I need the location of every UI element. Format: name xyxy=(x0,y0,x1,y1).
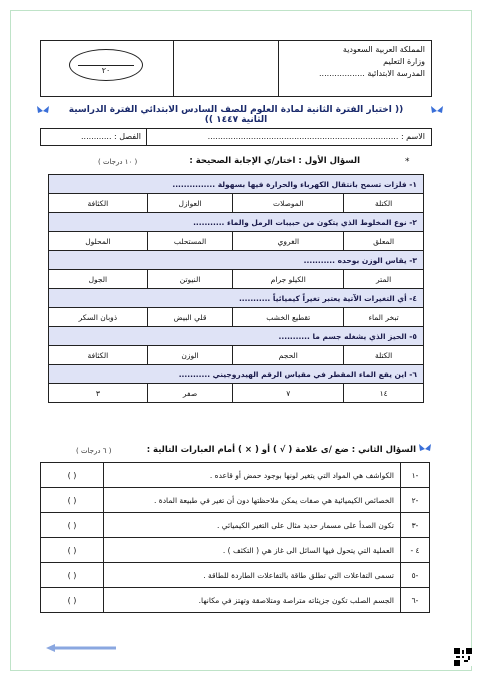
q1-option[interactable]: صفر xyxy=(147,384,233,403)
q2-answer-box[interactable]: ( ) xyxy=(41,513,104,538)
q2-statement: الخصائص الكيميائية هي صفات يمكن ملاحظتها دون أن تغير في طبيعة المادة . xyxy=(104,488,401,513)
q1-options-row xyxy=(49,232,424,251)
q2-answer-box[interactable]: ( ) xyxy=(41,563,104,588)
q1-question-row xyxy=(49,327,424,346)
q1-options-row xyxy=(49,346,424,365)
q1-heading: السؤال الأول : اختار/ي الإجابة الصحيحة : xyxy=(189,156,360,166)
q2-answer-box[interactable]: ( ) xyxy=(41,538,104,563)
kingdom-label: المملكة العربية السعودية xyxy=(342,45,425,54)
class-field[interactable]: الفصل : ............ xyxy=(81,132,141,141)
q1-option[interactable]: الكثافة xyxy=(49,346,148,365)
header-divider xyxy=(278,41,279,96)
q1-marks: ( ١٠ درجات ) xyxy=(98,158,138,166)
butterfly-icon xyxy=(430,104,444,118)
student-name-field[interactable]: الاسم : ........................................................................... xyxy=(207,132,425,141)
q1-question-row xyxy=(49,365,424,384)
q1-option[interactable]: ٣ xyxy=(49,384,148,403)
score-value: ٢٠ xyxy=(101,66,111,75)
back-arrow-icon[interactable] xyxy=(46,644,116,652)
q2-number: -٥ xyxy=(401,563,430,588)
q2-statement: الجسم الصلب تكون جزيئاته متراصة ومتلاصقة وتهتز في مكانها. xyxy=(104,588,401,613)
q1-options-row xyxy=(49,308,424,327)
q2-number: ٤ - xyxy=(401,538,430,563)
q2-answer-box[interactable]: ( ) xyxy=(41,463,104,488)
q2-number: -٦ xyxy=(401,588,430,613)
q2-statement: الكواشف هي المواد التي يتغير لونها بوجود حمض أو قاعده . xyxy=(104,463,401,488)
q1-question-row xyxy=(49,175,424,194)
q1-question-text: ٥- الحيز الذي يشغله جسم ما ........... xyxy=(49,327,424,346)
q2-statement-row xyxy=(41,488,430,513)
q1-option[interactable]: ٧ xyxy=(233,384,344,403)
butterfly-icon xyxy=(418,442,432,456)
q1-option[interactable]: الحجم xyxy=(233,346,344,365)
q1-option[interactable]: الجول xyxy=(49,270,148,289)
school-label: المدرسة الابتدائية .................. xyxy=(319,69,425,78)
q1-option[interactable]: العوازل xyxy=(147,194,233,213)
q1-option[interactable]: ذوبان السكر xyxy=(49,308,148,327)
q2-statement-row xyxy=(41,588,430,613)
q2-number: -٣ xyxy=(401,513,430,538)
qr-code-icon xyxy=(454,648,472,666)
q2-heading: السؤال الثاني : ضع /ى علامة ( √ ) أو ( × ) أمام العبارات التالية : xyxy=(146,445,416,455)
q1-question-text: ٢- نوع المخلوط الذي يتكون من حبيبات الرمل والماء ........... xyxy=(49,213,424,232)
score-oval xyxy=(69,49,143,81)
q2-statement-row xyxy=(41,463,430,488)
q1-question-text: ١- فلزات تسمح بانتقال الكهرباء والحرارة فيها بسهولة ............... xyxy=(49,175,424,194)
q2-statement-row xyxy=(41,538,430,563)
q2-marks: ( ٦ درجات ) xyxy=(76,447,112,455)
header-box xyxy=(40,40,432,97)
q1-options-row xyxy=(49,384,424,403)
q1-option[interactable]: النيوتن xyxy=(147,270,233,289)
q1-option[interactable]: المستحلب xyxy=(147,232,233,251)
q2-answer-box[interactable]: ( ) xyxy=(41,488,104,513)
name-bar xyxy=(40,128,432,146)
q1-option[interactable]: الوزن xyxy=(147,346,233,365)
q2-statement: تسمى التفاعلات التي تطلق طاقة بالتفاعلات الطاردة للطاقة . xyxy=(104,563,401,588)
q2-answer-box[interactable]: ( ) xyxy=(41,588,104,613)
q2-number: -١ xyxy=(401,463,430,488)
svg-text:*: * xyxy=(405,157,410,164)
ministry-label: وزارة التعليم xyxy=(383,57,425,66)
header-divider xyxy=(173,41,174,96)
q2-statement: العملية التي يتحول فيها السائل الى غاز هي ( التكثف ) . xyxy=(104,538,401,563)
q1-table xyxy=(48,174,424,403)
q1-question-row xyxy=(49,213,424,232)
q1-option[interactable]: الكيلو جرام xyxy=(233,270,344,289)
q1-option[interactable]: تقطيع الخشب xyxy=(233,308,344,327)
q1-question-text: ٣- يقاس الوزن بوحده ........... xyxy=(49,251,424,270)
q1-options-row xyxy=(49,270,424,289)
star-icon xyxy=(405,156,413,164)
q2-statement-row xyxy=(41,513,430,538)
q1-question-row xyxy=(49,251,424,270)
q1-question-row xyxy=(49,289,424,308)
q1-question-text: ٤- أي التغيرات الآتية يعتبر تغيراً كيميائياً ........... xyxy=(49,289,424,308)
q1-option[interactable]: المتر xyxy=(344,270,424,289)
q1-option[interactable]: ١٤ xyxy=(344,384,424,403)
exam-title: (( اختبار الفترة الثانية لمادة العلوم للصف السادس الابتدائي الفترة الدراسية الثانية ١٤٤٧ )) xyxy=(68,105,404,125)
q1-option[interactable]: الكثافة xyxy=(49,194,148,213)
q1-question-text: ٦- اين يقع الماء المقطر في مقياس الرقم الهيدروجيني ........... xyxy=(49,365,424,384)
q1-option[interactable]: المحلول xyxy=(49,232,148,251)
q2-statement: تكون الصدأ على مسمار حديد مثال على التغير الكيميائي . xyxy=(104,513,401,538)
q1-option[interactable]: الكتلة xyxy=(344,194,424,213)
q1-option[interactable]: تبخر الماء xyxy=(344,308,424,327)
q2-table xyxy=(40,462,430,613)
q1-option[interactable]: الغروي xyxy=(233,232,344,251)
q2-statement-row xyxy=(41,563,430,588)
q2-number: -٢ xyxy=(401,488,430,513)
q1-option[interactable]: قلي البيض xyxy=(147,308,233,327)
q1-options-row xyxy=(49,194,424,213)
q1-option[interactable]: الكتلة xyxy=(344,346,424,365)
butterfly-icon xyxy=(36,104,50,118)
q1-option[interactable]: الموصلات xyxy=(233,194,344,213)
q1-option[interactable]: المعلق xyxy=(344,232,424,251)
name-bar-divider xyxy=(146,129,147,145)
